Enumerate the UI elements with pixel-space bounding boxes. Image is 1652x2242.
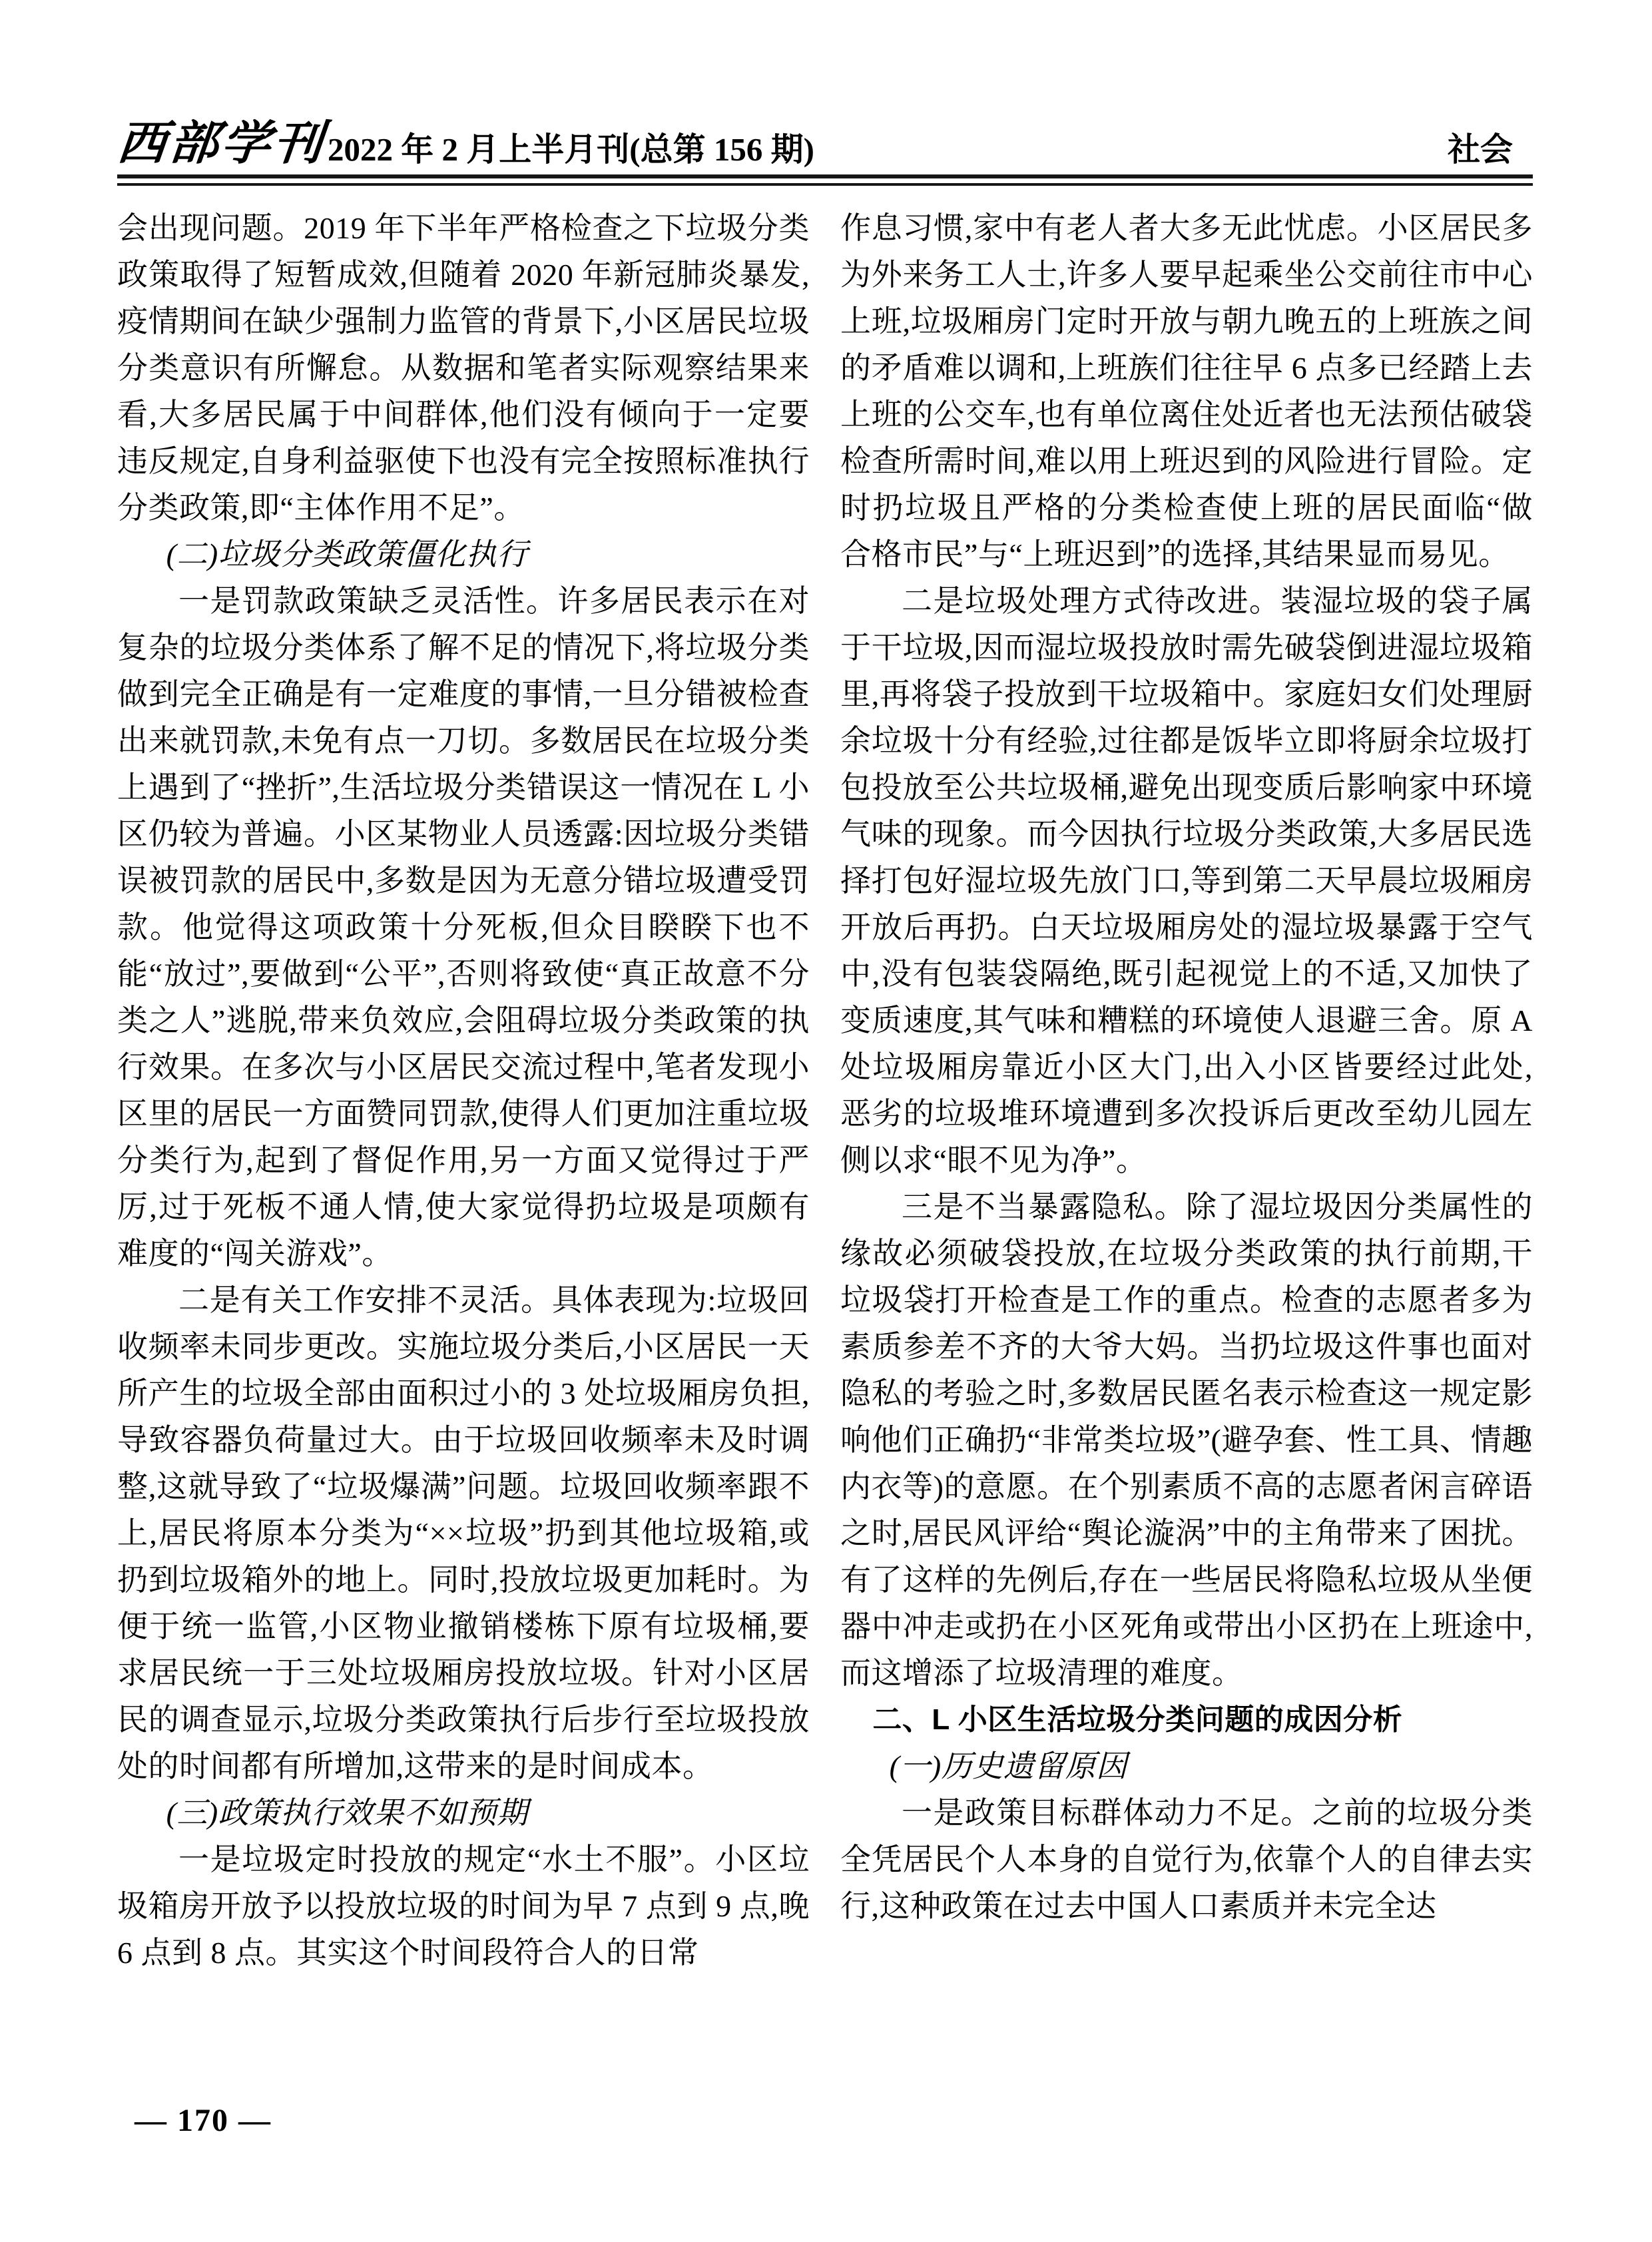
paragraph: 二是有关工作安排不灵活。具体表现为:垃圾回收频率未同步更改。实施垃圾分类后,小区居民一天所产生的垃圾全部由面积过小的 3 处垃圾厢房负担,导致容器负荷量过大。由于垃圾回收频率未及时调整,这就导致了“垃圾爆满”问题。垃圾回收频率跟不上,居民将原本分类为“××垃圾”扔到其他垃圾箱,或扔到垃圾箱外的地上。同时,投放垃圾更加耗时。为便于统一监管,小区物业撤销楼栋下原有垃圾桶,要求居民统一于三处垃圾厢房投放垃圾。针对小区居民的调查显示,垃圾分类政策执行后步行至垃圾投放处的时间都有所增加,这带来的是时间成本。 xyxy=(117,1283,810,1783)
page-number: — 170 — xyxy=(135,2103,272,2138)
paragraph: 一是垃圾定时投放的规定“水土不服”。小区垃圾箱房开放予以投放垃圾的时间为早 7 点到 9 点,晚 6 点到 8 点。其实这个时间段符合人的日常 xyxy=(117,1842,810,1970)
section-heading: (一)历史遗留原因 xyxy=(889,1749,1127,1783)
section-label: 社会 xyxy=(1447,131,1513,168)
journal-logo: 西部学刊 xyxy=(115,118,328,170)
section-heading: 二、L 小区生活垃圾分类问题的成因分析 xyxy=(872,1703,1403,1736)
issue-info: 2022 年 2 月上半月刊(总第 156 期) xyxy=(328,131,814,168)
text-column-right xyxy=(840,205,1533,1976)
text-column-left xyxy=(117,205,810,1976)
article-body xyxy=(117,205,1533,1976)
section-heading: (三)政策执行效果不如预期 xyxy=(166,1796,528,1830)
header-divider-rule xyxy=(117,174,1533,186)
paragraph: 作息习惯,家中有老人者大多无此忧虑。小区居民多为外来务工人士,许多人要早起乘坐公交前往市中心上班,垃圾厢房门定时开放与朝九晚五的上班族之间的矛盾难以调和,上班族们往往早 6 点多已经踏上去上班的公交车,也有单位离住处近者也无法预估破袋检查所需时间,难以用上班迟到的风险进行冒险。定时扔垃圾且严格的分类检查使上班的居民面临“做合格市民”与“上班迟到”的选择,其结果显而易见。 xyxy=(840,211,1533,571)
page-footer xyxy=(135,2098,272,2144)
paragraph: 二是垃圾处理方式待改进。装湿垃圾的袋子属于干垃圾,因而湿垃圾投放时需先破袋倒进湿垃圾箱里,再将袋子投放到干垃圾箱中。家庭妇女们处理厨余垃圾十分有经验,过往都是饭毕立即将厨余垃圾打包投放至公共垃圾桶,避免出现变质后影响家中环境气味的现象。而今因执行垃圾分类政策,大多居民选择打包好湿垃圾先放门口,等到第二天早晨垃圾厢房开放后再扔。白天垃圾厢房处的湿垃圾暴露于空气中,没有包装袋隔绝,既引起视觉上的不适,又加快了变质速度,其气味和糟糕的环境使人退避三舍。原 A 处垃圾厢房靠近小区大门,出入小区皆要经过此处,恶劣的垃圾堆环境遭到多次投诉后更改至幼儿园左侧以求“眼不见为净”。 xyxy=(840,584,1533,1177)
paragraph: 一是罚款政策缺乏灵活性。许多居民表示在对复杂的垃圾分类体系了解不足的情况下,将垃圾分类做到完全正确是有一定难度的事情,一旦分错被检查出来就罚款,未免有点一刀切。多数居民在垃圾分类上遇到了“挫折”,生活垃圾分类错误这一情况在 L 小区仍较为普遍。小区某物业人员透露:因垃圾分类错误被罚款的居民中,多数是因为无意分错垃圾遭受罚款。他觉得这项政策十分死板,但众目睽睽下也不能“放过”,要做到“公平”,否则将致使“真正故意不分类之人”逃脱,带来负效应,会阻碍垃圾分类政策的执行效果。在多次与小区居民交流过程中,笔者发现小区里的居民一方面赞同罚款,使得人们更加注重垃圾分类行为,起到了督促作用,另一方面又觉得过于严厉,过于死板不通人情,使大家觉得扔垃圾是项颇有难度的“闯关游戏”。 xyxy=(117,584,810,1270)
paragraph: 会出现问题。2019 年下半年严格检查之下垃圾分类政策取得了短暂成效,但随着 2020 年新冠肺炎暴发,疫情期间在缺少强制力监管的背景下,小区居民垃圾分类意识有所懈怠。从数据和笔者实际观察结果来看,大多居民属于中间群体,他们没有倾向于一定要违反规定,自身利益驱使下也没有完全按照标准执行分类政策,即“主体作用不足”。 xyxy=(117,211,810,525)
section-heading: (二)垃圾分类政策僵化执行 xyxy=(166,537,528,571)
page-header xyxy=(117,117,1533,170)
paragraph: 一是政策目标群体动力不足。之前的垃圾分类全凭居民个人本身的自觉行为,依靠个人的自律去实行,这种政策在过去中国人口素质并未完全达 xyxy=(840,1796,1533,1923)
paragraph: 三是不当暴露隐私。除了湿垃圾因分类属性的缘故必须破袋投放,在垃圾分类政策的执行前期,干垃圾袋打开检查是工作的重点。检查的志愿者多为素质参差不齐的大爷大妈。当扔垃圾这件事也面对隐私的考验之时,多数居民匿名表示检查这一规定影响他们正确扔“非常类垃圾”(避孕套、性工具、情趣内衣等)的意愿。在个别素质不高的志愿者闲言碎语之时,居民风评给“舆论漩涡”中的主角带来了困扰。有了这样的先例后,存在一些居民将隐私垃圾从坐便器中冲走或扔在小区死角或带出小区扔在上班途中,而这增添了垃圾清理的难度。 xyxy=(840,1190,1533,1690)
